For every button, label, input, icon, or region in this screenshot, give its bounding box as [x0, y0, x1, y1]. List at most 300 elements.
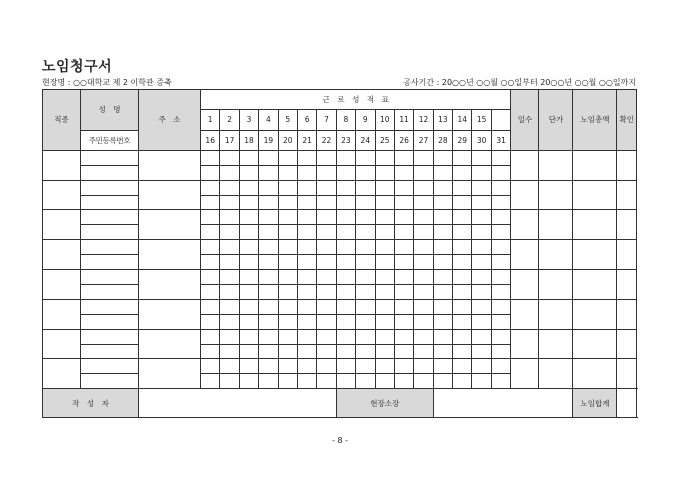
attendance-cell[interactable] [491, 270, 511, 285]
attendance-cell[interactable] [356, 374, 375, 389]
attendance-cell[interactable] [239, 284, 258, 299]
site-manager-value-cell[interactable] [433, 389, 573, 418]
attendance-cell[interactable] [453, 240, 472, 255]
attendance-cell[interactable] [201, 344, 220, 359]
attendance-cell[interactable] [297, 255, 316, 270]
attendance-cell[interactable] [297, 195, 316, 210]
attendance-cell[interactable] [317, 165, 336, 180]
attendance-cell[interactable] [356, 210, 375, 225]
attendance-cell[interactable] [297, 329, 316, 344]
days-worked-cell[interactable] [511, 270, 539, 300]
attendance-cell[interactable] [433, 195, 452, 210]
address-cell[interactable] [139, 329, 201, 359]
attendance-cell[interactable] [375, 314, 394, 329]
attendance-cell[interactable] [297, 314, 316, 329]
attendance-cell[interactable] [239, 225, 258, 240]
attendance-cell[interactable] [356, 359, 375, 374]
attendance-cell[interactable] [375, 270, 394, 285]
job-type-cell[interactable] [43, 299, 81, 329]
worker-name-cell[interactable] [81, 150, 139, 165]
attendance-cell[interactable] [259, 180, 278, 195]
unit-price-cell[interactable] [539, 240, 573, 270]
attendance-cell[interactable] [239, 359, 258, 374]
attendance-cell[interactable] [259, 225, 278, 240]
attendance-cell[interactable] [472, 150, 491, 165]
unit-price-cell[interactable] [539, 329, 573, 359]
attendance-cell[interactable] [259, 165, 278, 180]
unit-price-cell[interactable] [539, 150, 573, 180]
attendance-cell[interactable] [414, 195, 433, 210]
attendance-cell[interactable] [472, 225, 491, 240]
attendance-cell[interactable] [414, 255, 433, 270]
attendance-cell[interactable] [317, 180, 336, 195]
attendance-cell[interactable] [317, 240, 336, 255]
attendance-cell[interactable] [472, 255, 491, 270]
attendance-cell[interactable] [220, 255, 239, 270]
attendance-cell[interactable] [220, 195, 239, 210]
unit-price-cell[interactable] [539, 270, 573, 300]
job-type-cell[interactable] [43, 150, 81, 180]
attendance-cell[interactable] [239, 150, 258, 165]
attendance-cell[interactable] [201, 284, 220, 299]
attendance-cell[interactable] [239, 314, 258, 329]
days-worked-cell[interactable] [511, 210, 539, 240]
confirm-cell[interactable] [617, 210, 637, 240]
confirm-cell[interactable] [617, 150, 637, 180]
attendance-cell[interactable] [336, 165, 355, 180]
attendance-cell[interactable] [356, 299, 375, 314]
attendance-cell[interactable] [453, 329, 472, 344]
attendance-cell[interactable] [472, 270, 491, 285]
attendance-cell[interactable] [201, 165, 220, 180]
attendance-cell[interactable] [278, 299, 297, 314]
unit-price-cell[interactable] [539, 359, 573, 389]
attendance-cell[interactable] [472, 299, 491, 314]
attendance-cell[interactable] [394, 270, 413, 285]
attendance-cell[interactable] [472, 180, 491, 195]
attendance-cell[interactable] [317, 284, 336, 299]
attendance-cell[interactable] [278, 344, 297, 359]
resident-id-cell[interactable] [81, 314, 139, 329]
resident-id-cell[interactable] [81, 284, 139, 299]
attendance-cell[interactable] [239, 255, 258, 270]
confirm-cell[interactable] [617, 240, 637, 270]
attendance-cell[interactable] [239, 210, 258, 225]
attendance-cell[interactable] [491, 180, 511, 195]
attendance-cell[interactable] [201, 255, 220, 270]
attendance-cell[interactable] [239, 329, 258, 344]
attendance-cell[interactable] [278, 270, 297, 285]
attendance-cell[interactable] [336, 374, 355, 389]
attendance-cell[interactable] [394, 180, 413, 195]
attendance-cell[interactable] [433, 150, 452, 165]
attendance-cell[interactable] [453, 210, 472, 225]
attendance-cell[interactable] [220, 329, 239, 344]
attendance-cell[interactable] [433, 374, 452, 389]
attendance-cell[interactable] [297, 359, 316, 374]
attendance-cell[interactable] [297, 165, 316, 180]
resident-id-cell[interactable] [81, 255, 139, 270]
attendance-cell[interactable] [336, 225, 355, 240]
attendance-cell[interactable] [414, 270, 433, 285]
attendance-cell[interactable] [433, 270, 452, 285]
attendance-cell[interactable] [491, 165, 511, 180]
attendance-cell[interactable] [433, 284, 452, 299]
attendance-cell[interactable] [394, 314, 413, 329]
attendance-cell[interactable] [317, 270, 336, 285]
attendance-cell[interactable] [259, 359, 278, 374]
attendance-cell[interactable] [491, 150, 511, 165]
attendance-cell[interactable] [414, 359, 433, 374]
address-cell[interactable] [139, 210, 201, 240]
attendance-cell[interactable] [414, 240, 433, 255]
attendance-cell[interactable] [201, 240, 220, 255]
attendance-cell[interactable] [297, 180, 316, 195]
attendance-cell[interactable] [453, 165, 472, 180]
resident-id-cell[interactable] [81, 195, 139, 210]
attendance-cell[interactable] [356, 195, 375, 210]
address-cell[interactable] [139, 270, 201, 300]
attendance-cell[interactable] [356, 180, 375, 195]
confirm-cell[interactable] [617, 299, 637, 329]
attendance-cell[interactable] [278, 374, 297, 389]
attendance-cell[interactable] [317, 255, 336, 270]
attendance-cell[interactable] [201, 150, 220, 165]
attendance-cell[interactable] [278, 165, 297, 180]
address-cell[interactable] [139, 359, 201, 389]
attendance-cell[interactable] [433, 225, 452, 240]
attendance-cell[interactable] [336, 255, 355, 270]
attendance-cell[interactable] [259, 314, 278, 329]
attendance-cell[interactable] [201, 225, 220, 240]
attendance-cell[interactable] [297, 344, 316, 359]
attendance-cell[interactable] [375, 150, 394, 165]
attendance-cell[interactable] [220, 270, 239, 285]
job-type-cell[interactable] [43, 210, 81, 240]
attendance-cell[interactable] [220, 180, 239, 195]
attendance-cell[interactable] [356, 150, 375, 165]
attendance-cell[interactable] [491, 240, 511, 255]
attendance-cell[interactable] [259, 329, 278, 344]
attendance-cell[interactable] [239, 374, 258, 389]
attendance-cell[interactable] [453, 255, 472, 270]
attendance-cell[interactable] [220, 359, 239, 374]
attendance-cell[interactable] [317, 359, 336, 374]
attendance-cell[interactable] [220, 374, 239, 389]
attendance-cell[interactable] [433, 344, 452, 359]
attendance-cell[interactable] [453, 270, 472, 285]
attendance-cell[interactable] [220, 165, 239, 180]
attendance-cell[interactable] [201, 374, 220, 389]
attendance-cell[interactable] [491, 299, 511, 314]
attendance-cell[interactable] [414, 329, 433, 344]
total-wage-cell[interactable] [573, 299, 617, 329]
attendance-cell[interactable] [278, 314, 297, 329]
attendance-cell[interactable] [220, 344, 239, 359]
attendance-cell[interactable] [317, 195, 336, 210]
attendance-cell[interactable] [453, 299, 472, 314]
attendance-cell[interactable] [220, 314, 239, 329]
days-worked-cell[interactable] [511, 329, 539, 359]
unit-price-cell[interactable] [539, 210, 573, 240]
attendance-cell[interactable] [297, 225, 316, 240]
attendance-cell[interactable] [336, 270, 355, 285]
job-type-cell[interactable] [43, 359, 81, 389]
attendance-cell[interactable] [239, 299, 258, 314]
worker-name-cell[interactable] [81, 180, 139, 195]
attendance-cell[interactable] [278, 150, 297, 165]
worker-name-cell[interactable] [81, 240, 139, 255]
attendance-cell[interactable] [259, 150, 278, 165]
attendance-cell[interactable] [375, 344, 394, 359]
attendance-cell[interactable] [433, 314, 452, 329]
attendance-cell[interactable] [414, 374, 433, 389]
address-cell[interactable] [139, 240, 201, 270]
attendance-cell[interactable] [220, 299, 239, 314]
address-cell[interactable] [139, 299, 201, 329]
attendance-cell[interactable] [297, 299, 316, 314]
attendance-cell[interactable] [453, 225, 472, 240]
total-wage-cell[interactable] [573, 150, 617, 180]
unit-price-cell[interactable] [539, 180, 573, 210]
attendance-cell[interactable] [297, 150, 316, 165]
attendance-cell[interactable] [394, 165, 413, 180]
attendance-cell[interactable] [317, 225, 336, 240]
job-type-cell[interactable] [43, 240, 81, 270]
job-type-cell[interactable] [43, 180, 81, 210]
attendance-cell[interactable] [453, 359, 472, 374]
attendance-cell[interactable] [453, 195, 472, 210]
attendance-cell[interactable] [201, 270, 220, 285]
author-value-cell[interactable] [139, 389, 337, 418]
attendance-cell[interactable] [433, 165, 452, 180]
attendance-cell[interactable] [472, 240, 491, 255]
attendance-cell[interactable] [259, 344, 278, 359]
attendance-cell[interactable] [375, 210, 394, 225]
attendance-cell[interactable] [472, 195, 491, 210]
wage-total-value-cell[interactable] [617, 389, 637, 418]
attendance-cell[interactable] [356, 255, 375, 270]
attendance-cell[interactable] [394, 329, 413, 344]
attendance-cell[interactable] [317, 374, 336, 389]
attendance-cell[interactable] [433, 255, 452, 270]
attendance-cell[interactable] [356, 225, 375, 240]
attendance-cell[interactable] [453, 150, 472, 165]
worker-name-cell[interactable] [81, 329, 139, 344]
attendance-cell[interactable] [491, 284, 511, 299]
attendance-cell[interactable] [414, 284, 433, 299]
attendance-cell[interactable] [453, 180, 472, 195]
worker-name-cell[interactable] [81, 210, 139, 225]
total-wage-cell[interactable] [573, 329, 617, 359]
days-worked-cell[interactable] [511, 180, 539, 210]
attendance-cell[interactable] [414, 225, 433, 240]
attendance-cell[interactable] [259, 240, 278, 255]
attendance-cell[interactable] [491, 344, 511, 359]
attendance-cell[interactable] [259, 284, 278, 299]
attendance-cell[interactable] [472, 374, 491, 389]
attendance-cell[interactable] [259, 374, 278, 389]
attendance-cell[interactable] [375, 374, 394, 389]
worker-name-cell[interactable] [81, 270, 139, 285]
worker-name-cell[interactable] [81, 359, 139, 374]
attendance-cell[interactable] [239, 195, 258, 210]
total-wage-cell[interactable] [573, 359, 617, 389]
attendance-cell[interactable] [394, 284, 413, 299]
resident-id-cell[interactable] [81, 165, 139, 180]
resident-id-cell[interactable] [81, 374, 139, 389]
days-worked-cell[interactable] [511, 359, 539, 389]
resident-id-cell[interactable] [81, 225, 139, 240]
attendance-cell[interactable] [433, 359, 452, 374]
attendance-cell[interactable] [453, 344, 472, 359]
attendance-cell[interactable] [433, 329, 452, 344]
attendance-cell[interactable] [472, 210, 491, 225]
attendance-cell[interactable] [220, 225, 239, 240]
job-type-cell[interactable] [43, 329, 81, 359]
attendance-cell[interactable] [278, 329, 297, 344]
attendance-cell[interactable] [394, 299, 413, 314]
attendance-cell[interactable] [472, 284, 491, 299]
attendance-cell[interactable] [201, 210, 220, 225]
attendance-cell[interactable] [375, 180, 394, 195]
attendance-cell[interactable] [201, 359, 220, 374]
attendance-cell[interactable] [356, 314, 375, 329]
total-wage-cell[interactable] [573, 180, 617, 210]
attendance-cell[interactable] [336, 195, 355, 210]
attendance-cell[interactable] [375, 225, 394, 240]
attendance-cell[interactable] [472, 344, 491, 359]
attendance-cell[interactable] [336, 299, 355, 314]
attendance-cell[interactable] [394, 255, 413, 270]
resident-id-cell[interactable] [81, 344, 139, 359]
attendance-cell[interactable] [220, 284, 239, 299]
attendance-cell[interactable] [278, 225, 297, 240]
attendance-cell[interactable] [394, 150, 413, 165]
attendance-cell[interactable] [239, 270, 258, 285]
attendance-cell[interactable] [472, 314, 491, 329]
attendance-cell[interactable] [297, 240, 316, 255]
attendance-cell[interactable] [491, 359, 511, 374]
job-type-cell[interactable] [43, 270, 81, 300]
attendance-cell[interactable] [336, 180, 355, 195]
attendance-cell[interactable] [297, 284, 316, 299]
days-worked-cell[interactable] [511, 240, 539, 270]
attendance-cell[interactable] [317, 210, 336, 225]
days-worked-cell[interactable] [511, 299, 539, 329]
confirm-cell[interactable] [617, 359, 637, 389]
attendance-cell[interactable] [278, 284, 297, 299]
attendance-cell[interactable] [375, 284, 394, 299]
attendance-cell[interactable] [259, 270, 278, 285]
attendance-cell[interactable] [278, 240, 297, 255]
attendance-cell[interactable] [491, 314, 511, 329]
attendance-cell[interactable] [394, 344, 413, 359]
confirm-cell[interactable] [617, 329, 637, 359]
attendance-cell[interactable] [414, 180, 433, 195]
address-cell[interactable] [139, 180, 201, 210]
attendance-cell[interactable] [317, 299, 336, 314]
attendance-cell[interactable] [375, 329, 394, 344]
attendance-cell[interactable] [414, 165, 433, 180]
attendance-cell[interactable] [201, 299, 220, 314]
attendance-cell[interactable] [278, 195, 297, 210]
attendance-cell[interactable] [356, 165, 375, 180]
attendance-cell[interactable] [297, 210, 316, 225]
attendance-cell[interactable] [394, 374, 413, 389]
worker-name-cell[interactable] [81, 299, 139, 314]
attendance-cell[interactable] [278, 180, 297, 195]
attendance-cell[interactable] [414, 150, 433, 165]
attendance-cell[interactable] [414, 210, 433, 225]
attendance-cell[interactable] [201, 329, 220, 344]
attendance-cell[interactable] [317, 329, 336, 344]
total-wage-cell[interactable] [573, 210, 617, 240]
attendance-cell[interactable] [356, 270, 375, 285]
attendance-cell[interactable] [433, 299, 452, 314]
attendance-cell[interactable] [297, 270, 316, 285]
attendance-cell[interactable] [491, 374, 511, 389]
attendance-cell[interactable] [201, 314, 220, 329]
confirm-cell[interactable] [617, 270, 637, 300]
attendance-cell[interactable] [259, 255, 278, 270]
attendance-cell[interactable] [394, 210, 413, 225]
attendance-cell[interactable] [317, 150, 336, 165]
attendance-cell[interactable] [375, 299, 394, 314]
attendance-cell[interactable] [220, 150, 239, 165]
attendance-cell[interactable] [259, 210, 278, 225]
attendance-cell[interactable] [453, 314, 472, 329]
attendance-cell[interactable] [259, 195, 278, 210]
attendance-cell[interactable] [356, 344, 375, 359]
attendance-cell[interactable] [491, 329, 511, 344]
attendance-cell[interactable] [220, 240, 239, 255]
attendance-cell[interactable] [201, 180, 220, 195]
attendance-cell[interactable] [375, 359, 394, 374]
attendance-cell[interactable] [375, 195, 394, 210]
attendance-cell[interactable] [336, 210, 355, 225]
attendance-cell[interactable] [472, 329, 491, 344]
attendance-cell[interactable] [278, 255, 297, 270]
attendance-cell[interactable] [201, 195, 220, 210]
attendance-cell[interactable] [472, 165, 491, 180]
total-wage-cell[interactable] [573, 270, 617, 300]
attendance-cell[interactable] [491, 195, 511, 210]
attendance-cell[interactable] [278, 359, 297, 374]
attendance-cell[interactable] [278, 210, 297, 225]
attendance-cell[interactable] [433, 240, 452, 255]
address-cell[interactable] [139, 150, 201, 180]
attendance-cell[interactable] [356, 240, 375, 255]
attendance-cell[interactable] [491, 255, 511, 270]
attendance-cell[interactable] [239, 240, 258, 255]
attendance-cell[interactable] [336, 344, 355, 359]
attendance-cell[interactable] [414, 314, 433, 329]
attendance-cell[interactable] [239, 344, 258, 359]
attendance-cell[interactable] [453, 284, 472, 299]
attendance-cell[interactable] [375, 240, 394, 255]
attendance-cell[interactable] [297, 374, 316, 389]
attendance-cell[interactable] [336, 150, 355, 165]
attendance-cell[interactable] [394, 195, 413, 210]
attendance-cell[interactable] [453, 374, 472, 389]
attendance-cell[interactable] [336, 359, 355, 374]
attendance-cell[interactable] [433, 180, 452, 195]
attendance-cell[interactable] [472, 359, 491, 374]
attendance-cell[interactable] [317, 314, 336, 329]
attendance-cell[interactable] [317, 344, 336, 359]
attendance-cell[interactable] [356, 284, 375, 299]
